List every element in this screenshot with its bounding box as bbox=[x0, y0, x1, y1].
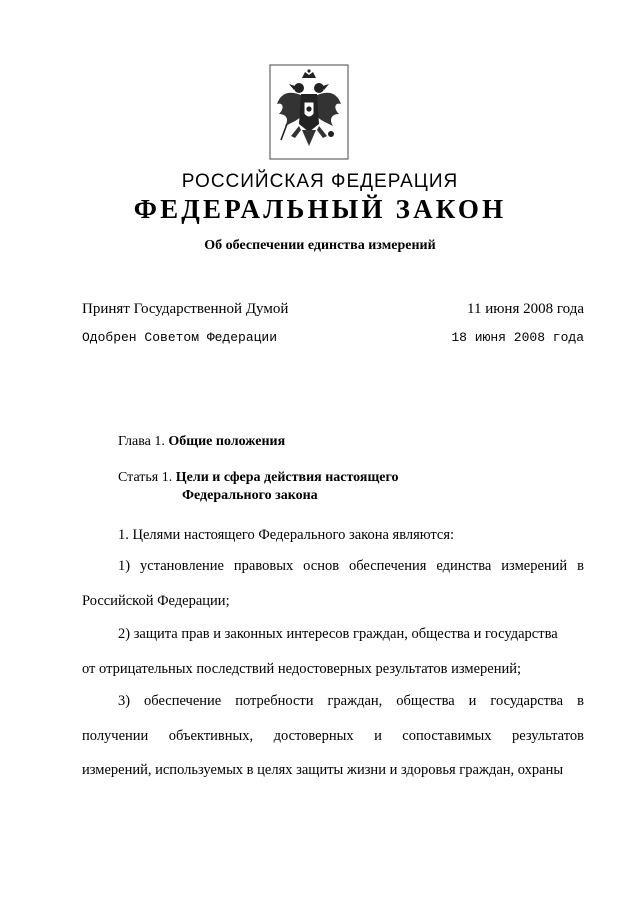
word: обеспечение bbox=[144, 693, 222, 709]
country-name: РОССИЙСКАЯ ФЕДЕРАЦИЯ bbox=[181, 171, 459, 192]
item-2-line-2: от отрицательных последствий недостоверных результатов измерений; bbox=[82, 661, 522, 677]
article-title-line2: Федерального закона bbox=[182, 488, 318, 503]
item-2-line-1: 2) защита прав и законных интересов граждан, общества и государства bbox=[118, 626, 558, 642]
word: сопоставимых bbox=[402, 728, 492, 744]
word: в bbox=[577, 693, 584, 709]
item-1-line-2: Российской Федерации; bbox=[82, 593, 230, 609]
chapter-heading bbox=[118, 434, 285, 450]
word: 3) bbox=[118, 693, 131, 709]
approved-by-council-label: Одобрен Советом Федерации bbox=[82, 330, 278, 345]
word: потребности bbox=[235, 693, 314, 709]
word: результатов bbox=[511, 728, 584, 744]
article-title-line1: Цели и сфера действия настоящего bbox=[175, 470, 399, 485]
word: государства bbox=[490, 693, 564, 709]
article-prefix: Статья 1. bbox=[118, 470, 173, 485]
adopted-by-duma-label: Принят Государственной Думой bbox=[82, 301, 289, 317]
article-heading bbox=[118, 470, 399, 486]
word: правовых bbox=[233, 558, 294, 574]
item-3-line-3: измерений, используемых в целях защиты жизни и здоровья граждан, охраны bbox=[82, 762, 564, 778]
approved-date: 18 июня 2008 года bbox=[451, 330, 584, 345]
word: 1) bbox=[118, 558, 131, 574]
item-3-line-1 bbox=[82, 693, 584, 710]
word: получении bbox=[82, 728, 149, 744]
law-title: Об обеспечении единства измерений bbox=[204, 238, 436, 253]
item-3-line-2 bbox=[82, 728, 584, 745]
adopted-date: 11 июня 2008 года bbox=[467, 301, 584, 317]
word: обеспечения bbox=[348, 558, 427, 574]
item-1-line-1 bbox=[82, 558, 584, 575]
word: общества bbox=[396, 693, 455, 709]
document-type-heading: ФЕДЕРАЛЬНЫЙ ЗАКОН bbox=[133, 194, 507, 224]
word: объективных, bbox=[168, 728, 254, 744]
paragraph-intro: 1. Целями настоящего Федерального закона являются: bbox=[118, 527, 455, 543]
word: единства bbox=[436, 558, 492, 574]
word: в bbox=[577, 558, 584, 574]
word: основ bbox=[303, 558, 340, 574]
chapter-title: Общие положения bbox=[168, 434, 286, 449]
russian-coat-of-arms-icon bbox=[269, 64, 349, 160]
chapter-prefix: Глава 1. bbox=[118, 434, 165, 449]
word: граждан, bbox=[327, 693, 383, 709]
word: и bbox=[468, 693, 477, 709]
word: измерений bbox=[501, 558, 568, 574]
word: достоверных bbox=[273, 728, 354, 744]
word: и bbox=[374, 728, 382, 744]
word: установление bbox=[140, 558, 224, 574]
